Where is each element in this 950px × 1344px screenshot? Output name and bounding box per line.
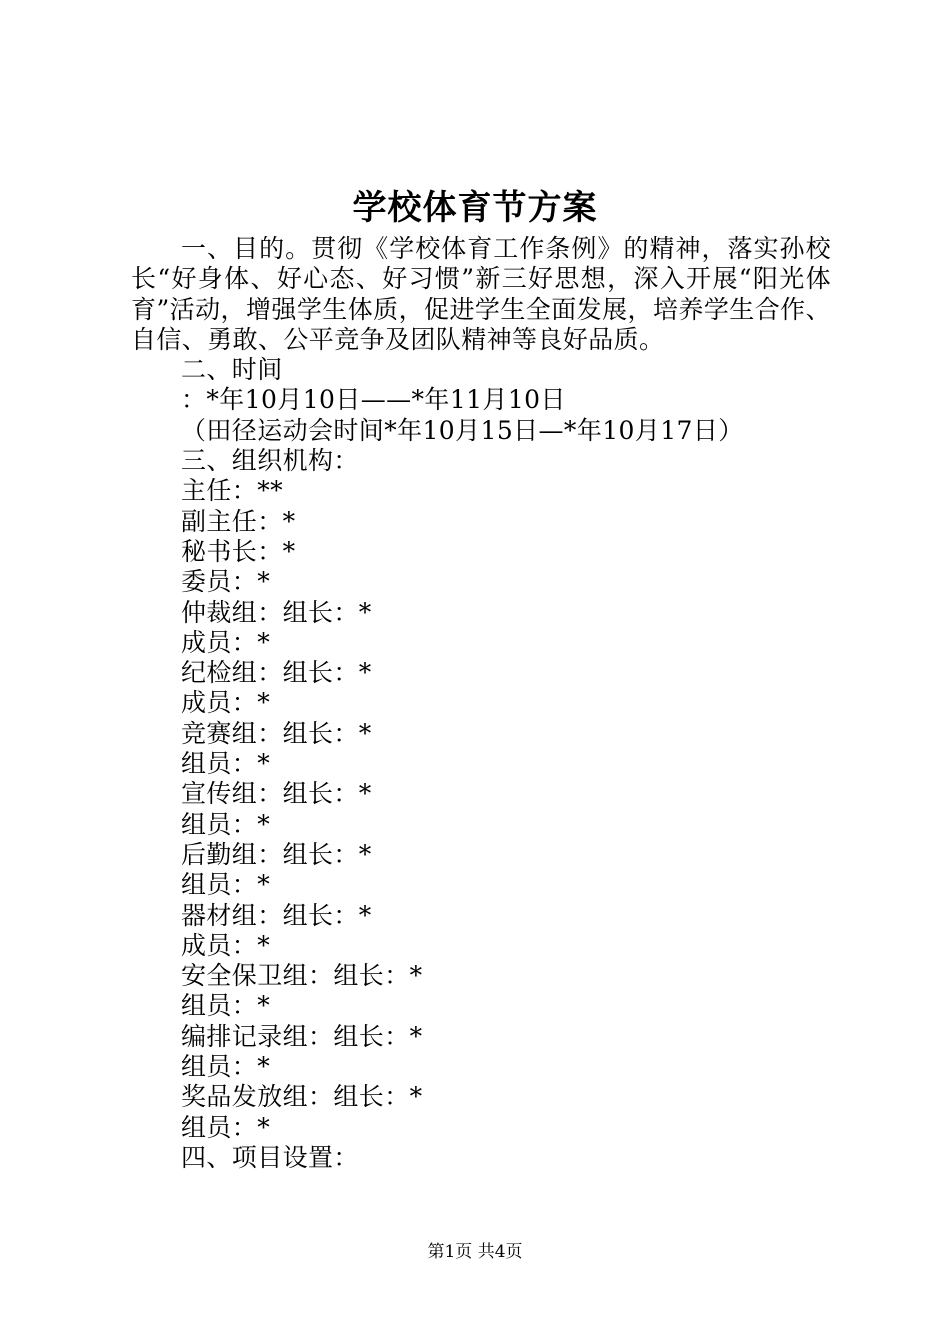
org-line: 器材组：组长：*: [181, 900, 372, 930]
org-line: 组员：*: [181, 870, 271, 900]
section-organization-heading: 三、组织机构：: [181, 446, 359, 476]
org-line: 组员：*: [181, 809, 271, 839]
org-line: 编排记录组：组长：*: [181, 1021, 423, 1051]
document-body: [131, 234, 831, 1173]
org-line: 奖品发放组：组长：*: [181, 1082, 423, 1112]
org-line: 仲裁组：组长：*: [181, 597, 372, 627]
section-events-heading: 四、项目设置：: [181, 1142, 359, 1172]
org-line: 组员：*: [181, 1052, 271, 1082]
time-range: ：*年10月10日——*年11月10日: [181, 385, 566, 415]
org-line: 后勤组：组长：*: [181, 839, 372, 869]
intro-paragraph: 一、目的。贯彻《学校体育工作条例》的精神，落实孙校长“好身体、好心态、好习惯”新三好思想，深入开展“阳光体育”活动，增强学生体质，促进学生全面发展，培养学生合作、自信、勇敢、公平竞争及团队精神等良好品质。: [131, 234, 831, 354]
document-title: 学校体育节方案: [352, 188, 598, 228]
org-line: 组员：*: [181, 749, 271, 779]
org-line: 成员：*: [181, 930, 271, 960]
org-line: 主任：**: [181, 476, 284, 506]
org-line: 纪检组：组长：*: [181, 658, 372, 688]
org-line: 委员：*: [181, 567, 271, 597]
org-line: 成员：*: [181, 627, 271, 657]
track-meet-time: （田径运动会时间*年10月15日—*年10月17日）: [181, 415, 744, 445]
org-line: 副主任：*: [181, 506, 296, 536]
org-line: 秘书长：*: [181, 536, 296, 566]
org-line: 宣传组：组长：*: [181, 779, 372, 809]
section-time-heading: 二、时间: [181, 355, 283, 385]
org-line: 组员：*: [181, 991, 271, 1021]
org-line: 成员：*: [181, 688, 271, 718]
page-number-footer: 第1页 共4页: [427, 1242, 523, 1262]
org-line: 组员：*: [181, 1112, 271, 1142]
org-line: 安全保卫组：组长：*: [181, 961, 423, 991]
org-line: 竞赛组：组长：*: [181, 718, 372, 748]
